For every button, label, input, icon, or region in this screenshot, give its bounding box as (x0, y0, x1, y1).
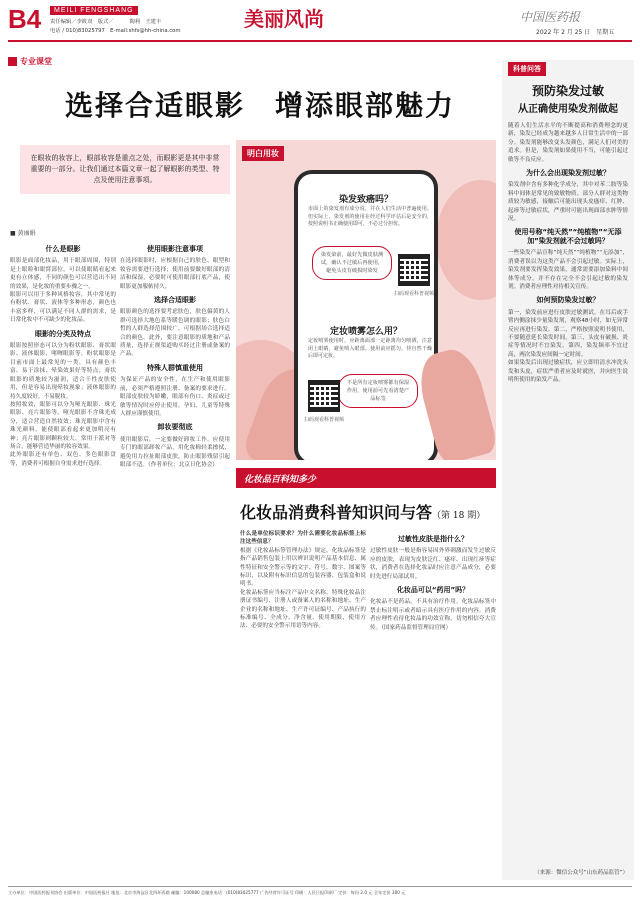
column-tag-label: 专业课堂 (20, 57, 52, 66)
page-header (0, 0, 640, 44)
paragraph: 使用眼影后，一定要做好卸妆工作。应使用专门的眼部卸妆产品，用化妆棉轻柔擦拭，避免用力拉扯眼部皮肤，防止眼影残留引起眼部不适。（作者单位：北京日化协会） (120, 436, 230, 468)
sidebar-source: （来源：微信公众号“山东药品监管”） (534, 870, 628, 876)
subheading: 使用眼影注意事项 (147, 245, 203, 253)
paragraph: 为保证产品的安全性，在生产和使用眼影前，必须严格遵照注册、备案的要求进行。眼部皮肤较为娇嫩，眼部有伤口、炎症或过敏等情况时应停止使用，孕妇、儿童等特殊人群应谨慎使用。 (120, 377, 230, 417)
paragraph: 一些染发产品宣称“纯天然”“纯植物”“无添加”，消费者误以为这类产品不会引起过敏。实际上，染发剂要发挥染发效果，通常需要添加染料中间体等成分，并不存在完全不会引起过敏的染发剂。消费者应理性对待相关宣传。 (508, 250, 628, 290)
section-banner: 化妆品百科知多少 (236, 468, 496, 488)
sidebar-tag: 科普问答 (508, 62, 546, 76)
square-icon (8, 57, 17, 66)
qr-caption-1: 扫码观看科普视频 (394, 291, 435, 297)
decor-shape (436, 180, 496, 300)
qr-code-1 (398, 254, 430, 286)
paragraph: 眼影按照形态可以分为粉状眼影、膏状眼影、液体眼影、啫喱眼影等。粉状眼影是目前市面上最常见的一类，具有颜色丰富、易于涂抹、晕染效果好等特点；膏状眼影的质地较为滋润，适合干性皮肤使用，但是容易出现晕妆现象；液体眼影的持久度较好，不易脱妆。 (10, 343, 116, 400)
page-number: B4 (8, 4, 42, 34)
paragraph: 第一，染发前应进行皮肤过敏测试。在耳后或手臂内侧涂抹少量染发剂，观察48小时，如无异常反应再进行染发。第二，严格按照说明书使用，不要随意延长染发时间。第三，头皮有破损、炎症等情况时不宜染发。第四，染发频率不宜过高，两次染发应间隔一定时间。 (508, 309, 628, 358)
qa-issue: （第 18 期） (432, 511, 486, 521)
subheading: 化妆品可以“药用”吗？ (396, 586, 470, 595)
paragraph: 在选择眼影时，应根据自己的肤色、眼型和妆容需要进行选择；使用前要做好眼部的清洁和保湿，必要时可使用眼部打底产品，使眼影更加服帖持久。 (120, 258, 230, 290)
section-code: MEILI FENGSHANG (50, 6, 138, 15)
paragraph: 化妆品标签应当标注产品中文名称、特殊化妆品注册证书编号、注册人或备案人的名称和地址、生产企业的名称和地址、生产许可证编号、产品执行的标准编号、全成分、净含量、使用期限、使用方法、必要的安全警示用语等内容。 (240, 589, 366, 630)
infographic-illustration (236, 140, 496, 460)
paragraph: 如果染发后出现过敏症状，应立即用清水冲洗头发和头皮，症状严重者应及时就医，并向医生说明所使用的染发产品。 (508, 360, 628, 383)
illustration-tag: 明白用妆 (242, 146, 284, 161)
sidebar-subtitle: 从正确使用染发剂做起 (518, 104, 618, 115)
qa-column-1 (240, 530, 366, 880)
paragraph: 按照妆效，眼影可以分为哑光眼影、珠光眼影、亮片眼影等。哑光眼影不含珠光成分，适合营造自然妆效；珠光眼影中含有珠光颜料，能使眼部看起来更加明亮有神；亮片眼影则颗粒较大，常用于派对等场合，能够营造华丽的妆容效果。 (10, 401, 116, 450)
tip-bubble-2: 不是所有定妆喷雾都有保湿作用，使用前可先看清楚产品标签 (338, 374, 418, 408)
faq-question-1: 染发致癌吗？ (338, 195, 393, 205)
qr-code-2 (308, 380, 340, 412)
column-tag (8, 56, 52, 67)
header-divider (8, 40, 632, 42)
issue-date: 2022 年 2 月 25 日 星期五 (536, 29, 615, 36)
paragraph: 根据《化妆品标签管理办法》规定，化妆品标签是指产品销售包装上用以辨识说明产品基本信息、属性特征和安全警示等的文字、符号、数字、图案等标识，以及附有标识信息的包装容器、包装盒和说明书。 (240, 547, 366, 588)
qr-caption-2: 扫码观看科普视频 (304, 417, 345, 423)
paragraph: 染发剂中含有多种化学成分，其中对苯二胺等染料中间体是常见的致敏物质。部分人群对这类物质较为敏感，接触后可能出现头皮瘙痒、红肿、起疹等过敏症状，严重时可能出现面部水肿等情况。 (508, 182, 628, 223)
sidebar-title: 预防染发过敏 (531, 84, 604, 98)
paragraph: 眼影颜色的选择要考虑肤色，肤色偏黄的人群可选择大地色系等暖色调的眼影；肤色白皙的人群选择范围较广，可根据场合选择适合的颜色。此外，要注意眼影的质地和产品质量，选择正规渠道购买经过注册或备案的产品。 (120, 309, 230, 358)
paragraph: 此外眼影还有单色、双色、多色眼影盘等，消费者可根据自身需求进行选择。 (10, 452, 116, 467)
phone-illustration (294, 170, 438, 460)
qa-title (240, 500, 500, 523)
contact-line: 电话 / 010)83025797 E-mail:shfs@hh-china.com (50, 28, 181, 34)
article-column-2 (120, 240, 230, 880)
subheading: 特殊人群慎重使用 (147, 363, 203, 372)
editors-line: 责任编辑／李筱双 版式／ 陶利 王建丰 (50, 19, 162, 25)
qa-title-text: 化妆品消费科普知识问与答 (240, 503, 433, 522)
sidebar-body (508, 122, 628, 862)
section-title: 美丽风尚 (244, 7, 324, 31)
subheading: 如何预防染发过敏？ (536, 296, 600, 305)
subheading: 选择合适眼影 (154, 296, 196, 305)
subheading: 过敏性皮肤是指什么？ (398, 535, 468, 543)
sidebar-article (502, 60, 634, 880)
footer-imprint: 主办单位：中国医药报刊协会 出版单位：中国医药报社 地址：北京市海淀区北四环西路 邮编：100080 总编室电话：(010)83025777 广告经营许可证号 印刷：人民日报印刷厂 定价：每份 2.0 元 全年定价 300 元 (8, 890, 406, 895)
article-column-1 (10, 240, 116, 880)
article-byline: ■ 黄丽娟 (10, 230, 36, 237)
subheading: 眼影的分类及特点 (35, 329, 91, 338)
subheading: 卸妆要彻底 (157, 423, 193, 432)
subheading: 为什么会出现染发剂过敏？ (526, 169, 610, 178)
subheading: 什么是眼影 (45, 245, 81, 253)
subheading: 使用号称“纯天然”“纯植物”“无添加”染发剂就不会过敏吗？ (514, 228, 622, 245)
tip-bubble-1: 染发染前，最好先做皮肤测试，确认不过敏后再使用，避免头皮有破损时染发 (312, 246, 392, 280)
paragraph: 随着人们生活水平的不断提高和消费理念的更新，染发已经成为越来越多人日常生活中的一部分。染发剂能够改变头发颜色，满足人们对美的追求。但是，染发剂如果使用不当，可能引起过敏等不良反应。 (508, 123, 628, 163)
qa-column-2 (370, 530, 496, 880)
faq-question-2: 定妆喷雾怎么用？ (329, 327, 402, 337)
article-lead: 在眼妆的妆容上，眼部妆容是重点之处，而眼影更是其中非常重要的一部分。让我们通过本篇文章一起了解眼影的类型、特点及使用注意事项。 (20, 145, 230, 194)
article-headline: 选择合适眼影 增添眼部魅力 (64, 89, 455, 122)
paragraph: 眼影是面部化妆品，用于眼部周围，特别是上眼睑和眼窝部位，可以使眼睛看起来更有立体感，不同的颜色可以营造出不同的效果，是化妆的重要步骤之一。 (10, 258, 116, 290)
qa-question: 什么是单位标识要求？为什么需要化妆品标签上标注这些信息？ (240, 531, 366, 546)
footer-divider (8, 886, 632, 887)
faq-answer-2: 定妆喷雾使用时，应距离面部一定距离均匀喷洒，注意闭上眼睛，避免喷入眼部。使用前应摇匀，待自然干燥后即可定妆。 (308, 338, 432, 359)
paragraph: 化妆品不是药品，不具有治疗作用。化妆品标签中禁止标注明示或者暗示具有医疗作用的内容。消费者应理性看待化妆品的功效宣称，切勿相信夸大宣传。（国家药品监督管理局官网） (370, 599, 496, 631)
newspaper-name: 中国医药报 (520, 10, 581, 24)
paragraph: 过敏性皮肤一般是指容易因外界刺激而发生过敏反应的皮肤，表现为皮肤泛红、瘙痒、出现红疹等症状，消费者在选择化妆品时应注意产品成分，必要时先进行局部试用。 (370, 548, 496, 580)
faq-answer-1: 市面上的染发剂有成分说，并在人们生活中普遍使用。但实际上，染发剂的使用在经过科学评估后是安全的，按照说明书正确使用即可，不必过分担忧。 (308, 206, 432, 227)
paragraph: 眼影可以用于多种风格妆容，其中常见的有粉状、膏状、液体等多种形态，颜色也丰富多样，可以满足不同人群的需求，是日常化妆中不可缺少的化妆品。 (10, 292, 116, 324)
